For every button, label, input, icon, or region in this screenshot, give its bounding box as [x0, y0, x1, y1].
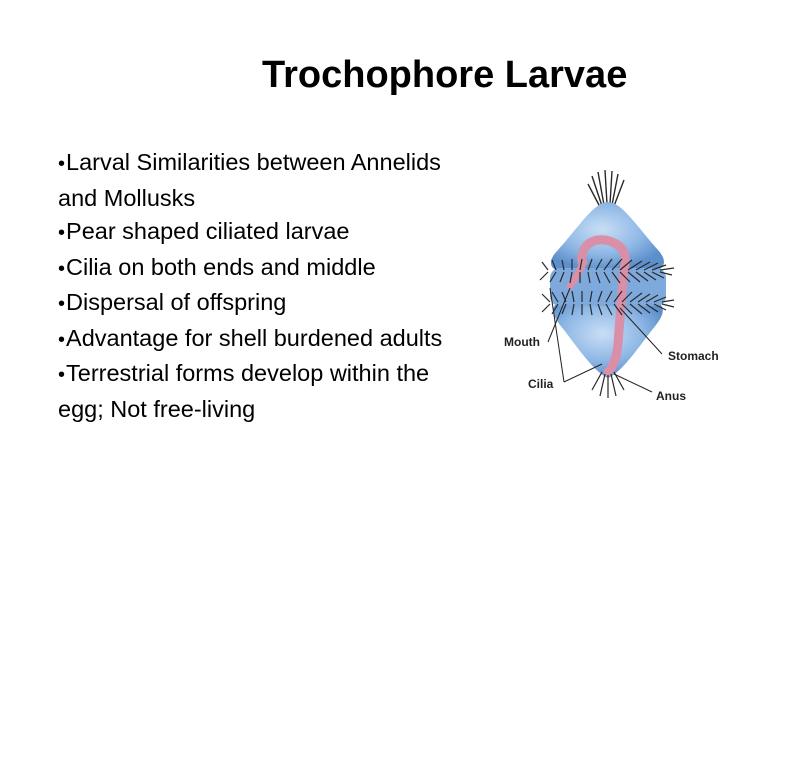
label-stomach: Stomach [668, 349, 719, 363]
bullet-icon: • [58, 257, 66, 280]
bullet-text: Pear shaped ciliated larvae [66, 218, 350, 244]
bullet-text: Terrestrial forms develop within the egg; Not free-living [58, 360, 430, 422]
label-anus: Anus [656, 389, 686, 403]
bullet-item [58, 357, 468, 426]
bullet-icon: • [58, 364, 66, 386]
bullet-text: Larval Similarities between Annelids and Mollusks [58, 149, 441, 211]
trochophore-illustration [452, 158, 776, 424]
bullet-icon: • [58, 222, 66, 244]
apical-tuft [588, 170, 624, 207]
bullet-item [58, 215, 468, 251]
bullet-text: Advantage for shell burdened adults [66, 324, 443, 351]
telotroch-tuft [592, 372, 624, 398]
trochophore-diagram [452, 158, 776, 424]
bullet-item [58, 286, 468, 322]
bullet-icon: • [58, 293, 66, 315]
bullet-icon: • [58, 153, 66, 175]
bullet-item [58, 322, 468, 358]
label-mouth: Mouth [504, 335, 540, 349]
bullet-item [58, 146, 468, 215]
bullet-item [58, 251, 468, 287]
label-cilia: Cilia [528, 377, 554, 391]
bullet-icon: • [58, 328, 66, 351]
bullet-text: Dispersal of offspring [66, 289, 287, 315]
slide-title: Trochophore Larvae [262, 54, 628, 96]
bullet-list [58, 146, 468, 426]
bullet-text: Cilia on both ends and middle [66, 253, 376, 280]
